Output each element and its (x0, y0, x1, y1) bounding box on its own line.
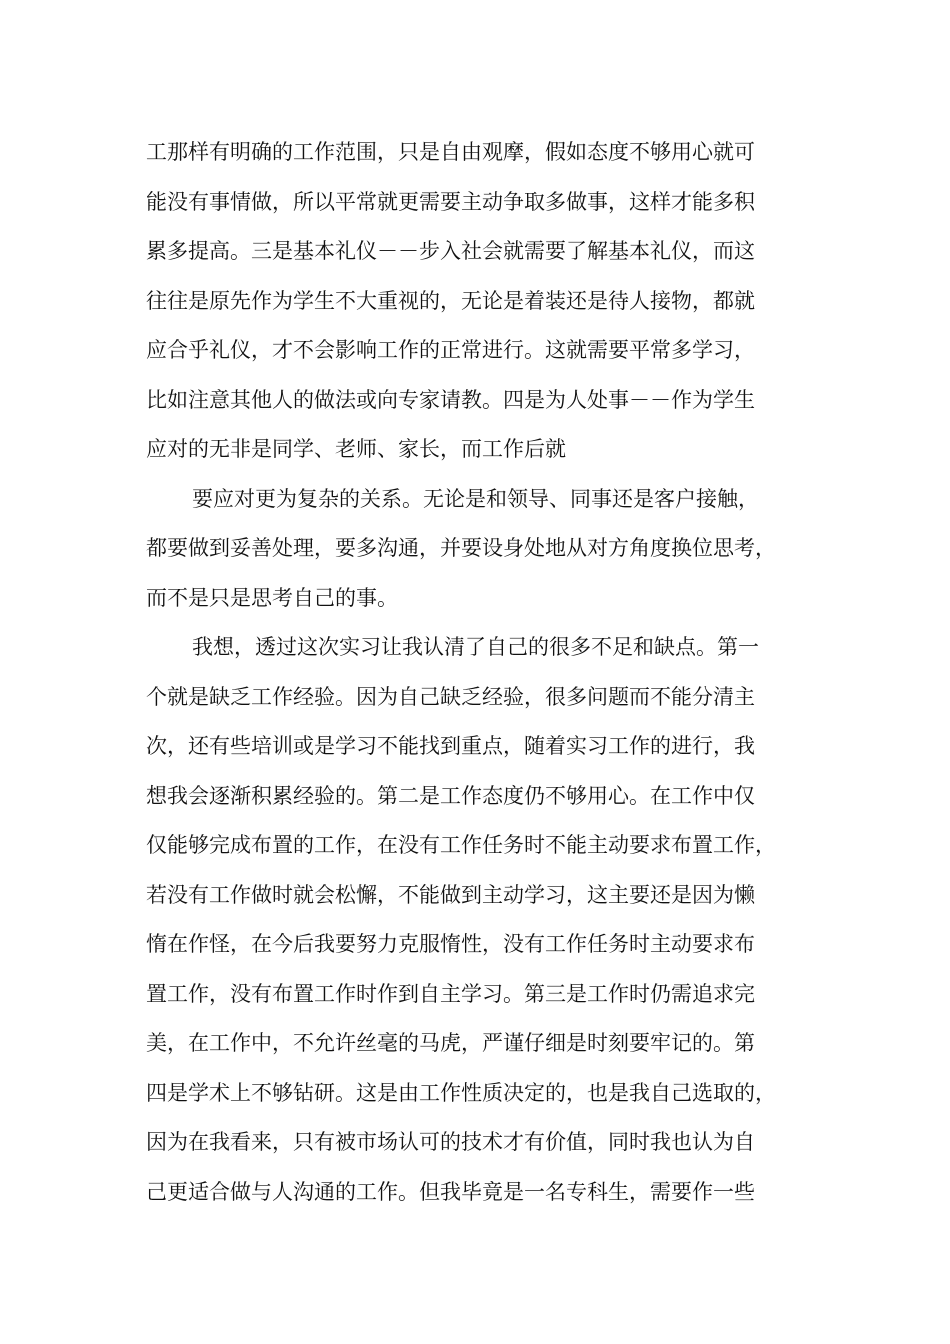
text-line: 置工作，没有布置工作时作到自主学习。第三是工作时仍需追求完 (146, 982, 755, 1006)
text-line: 都要做到妥善处理，要多沟通，并要设身处地从对方角度换位思考， (146, 536, 776, 560)
text-line: 能没有事情做，所以平常就更需要主动争取多做事，这样才能多积 (146, 190, 755, 214)
text-line: 仅能够完成布置的工作，在没有工作任务时不能主动要求布置工作， (146, 833, 776, 857)
text-line: 而不是只是思考自己的事。 (146, 586, 398, 610)
text-line: 应合乎礼仪，才不会影响工作的正常进行。这就需要平常多学习， (146, 338, 755, 362)
text-line: 往往是原先作为学生不大重视的，无论是着装还是待人接物，都就 (146, 289, 755, 313)
text-line: 工那样有明确的工作范围，只是自由观摩，假如态度不够用心就可 (146, 140, 755, 164)
text-line: 应对的无非是同学、老师、家长，而工作后就 (146, 437, 566, 461)
text-line: 因为在我看来，只有被市场认可的技术才有价值，同时我也认为自 (146, 1130, 755, 1154)
text-line: 次，还有些培训或是学习不能找到重点，随着实习工作的进行，我 (146, 734, 755, 758)
text-line: 若没有工作做时就会松懈，不能做到主动学习，这主要还是因为懒 (146, 883, 755, 907)
text-line: 美，在工作中，不允许丝毫的马虎，严谨仔细是时刻要牢记的。第 (146, 1031, 755, 1055)
text-line: 己更适合做与人沟通的工作。但我毕竟是一名专科生，需要作一些 (146, 1180, 755, 1204)
text-line: 四是学术上不够钻研。这是由工作性质决定的，也是我自己选取的， (146, 1081, 776, 1105)
text-line: 累多提高。三是基本礼仪－－步入社会就需要了解基本礼仪，而这 (146, 239, 755, 263)
text-line: 想我会逐渐积累经验的。第二是工作态度仍不够用心。在工作中仅 (146, 784, 755, 808)
text-line: 个就是缺乏工作经验。因为自己缺乏经验，很多问题而不能分清主 (146, 685, 755, 709)
text-line: 比如注意其他人的做法或向专家请教。四是为人处事－－作为学生 (146, 388, 755, 412)
text-line: 惰在作怪，在今后我要努力克服惰性，没有工作任务时主动要求布 (146, 932, 755, 956)
paragraph-first-line: 我想，透过这次实习让我认清了自己的很多不足和缺点。第一 (192, 635, 759, 659)
paragraph-first-line: 要应对更为复杂的关系。无论是和领导、同事还是客户接触， (192, 487, 759, 511)
